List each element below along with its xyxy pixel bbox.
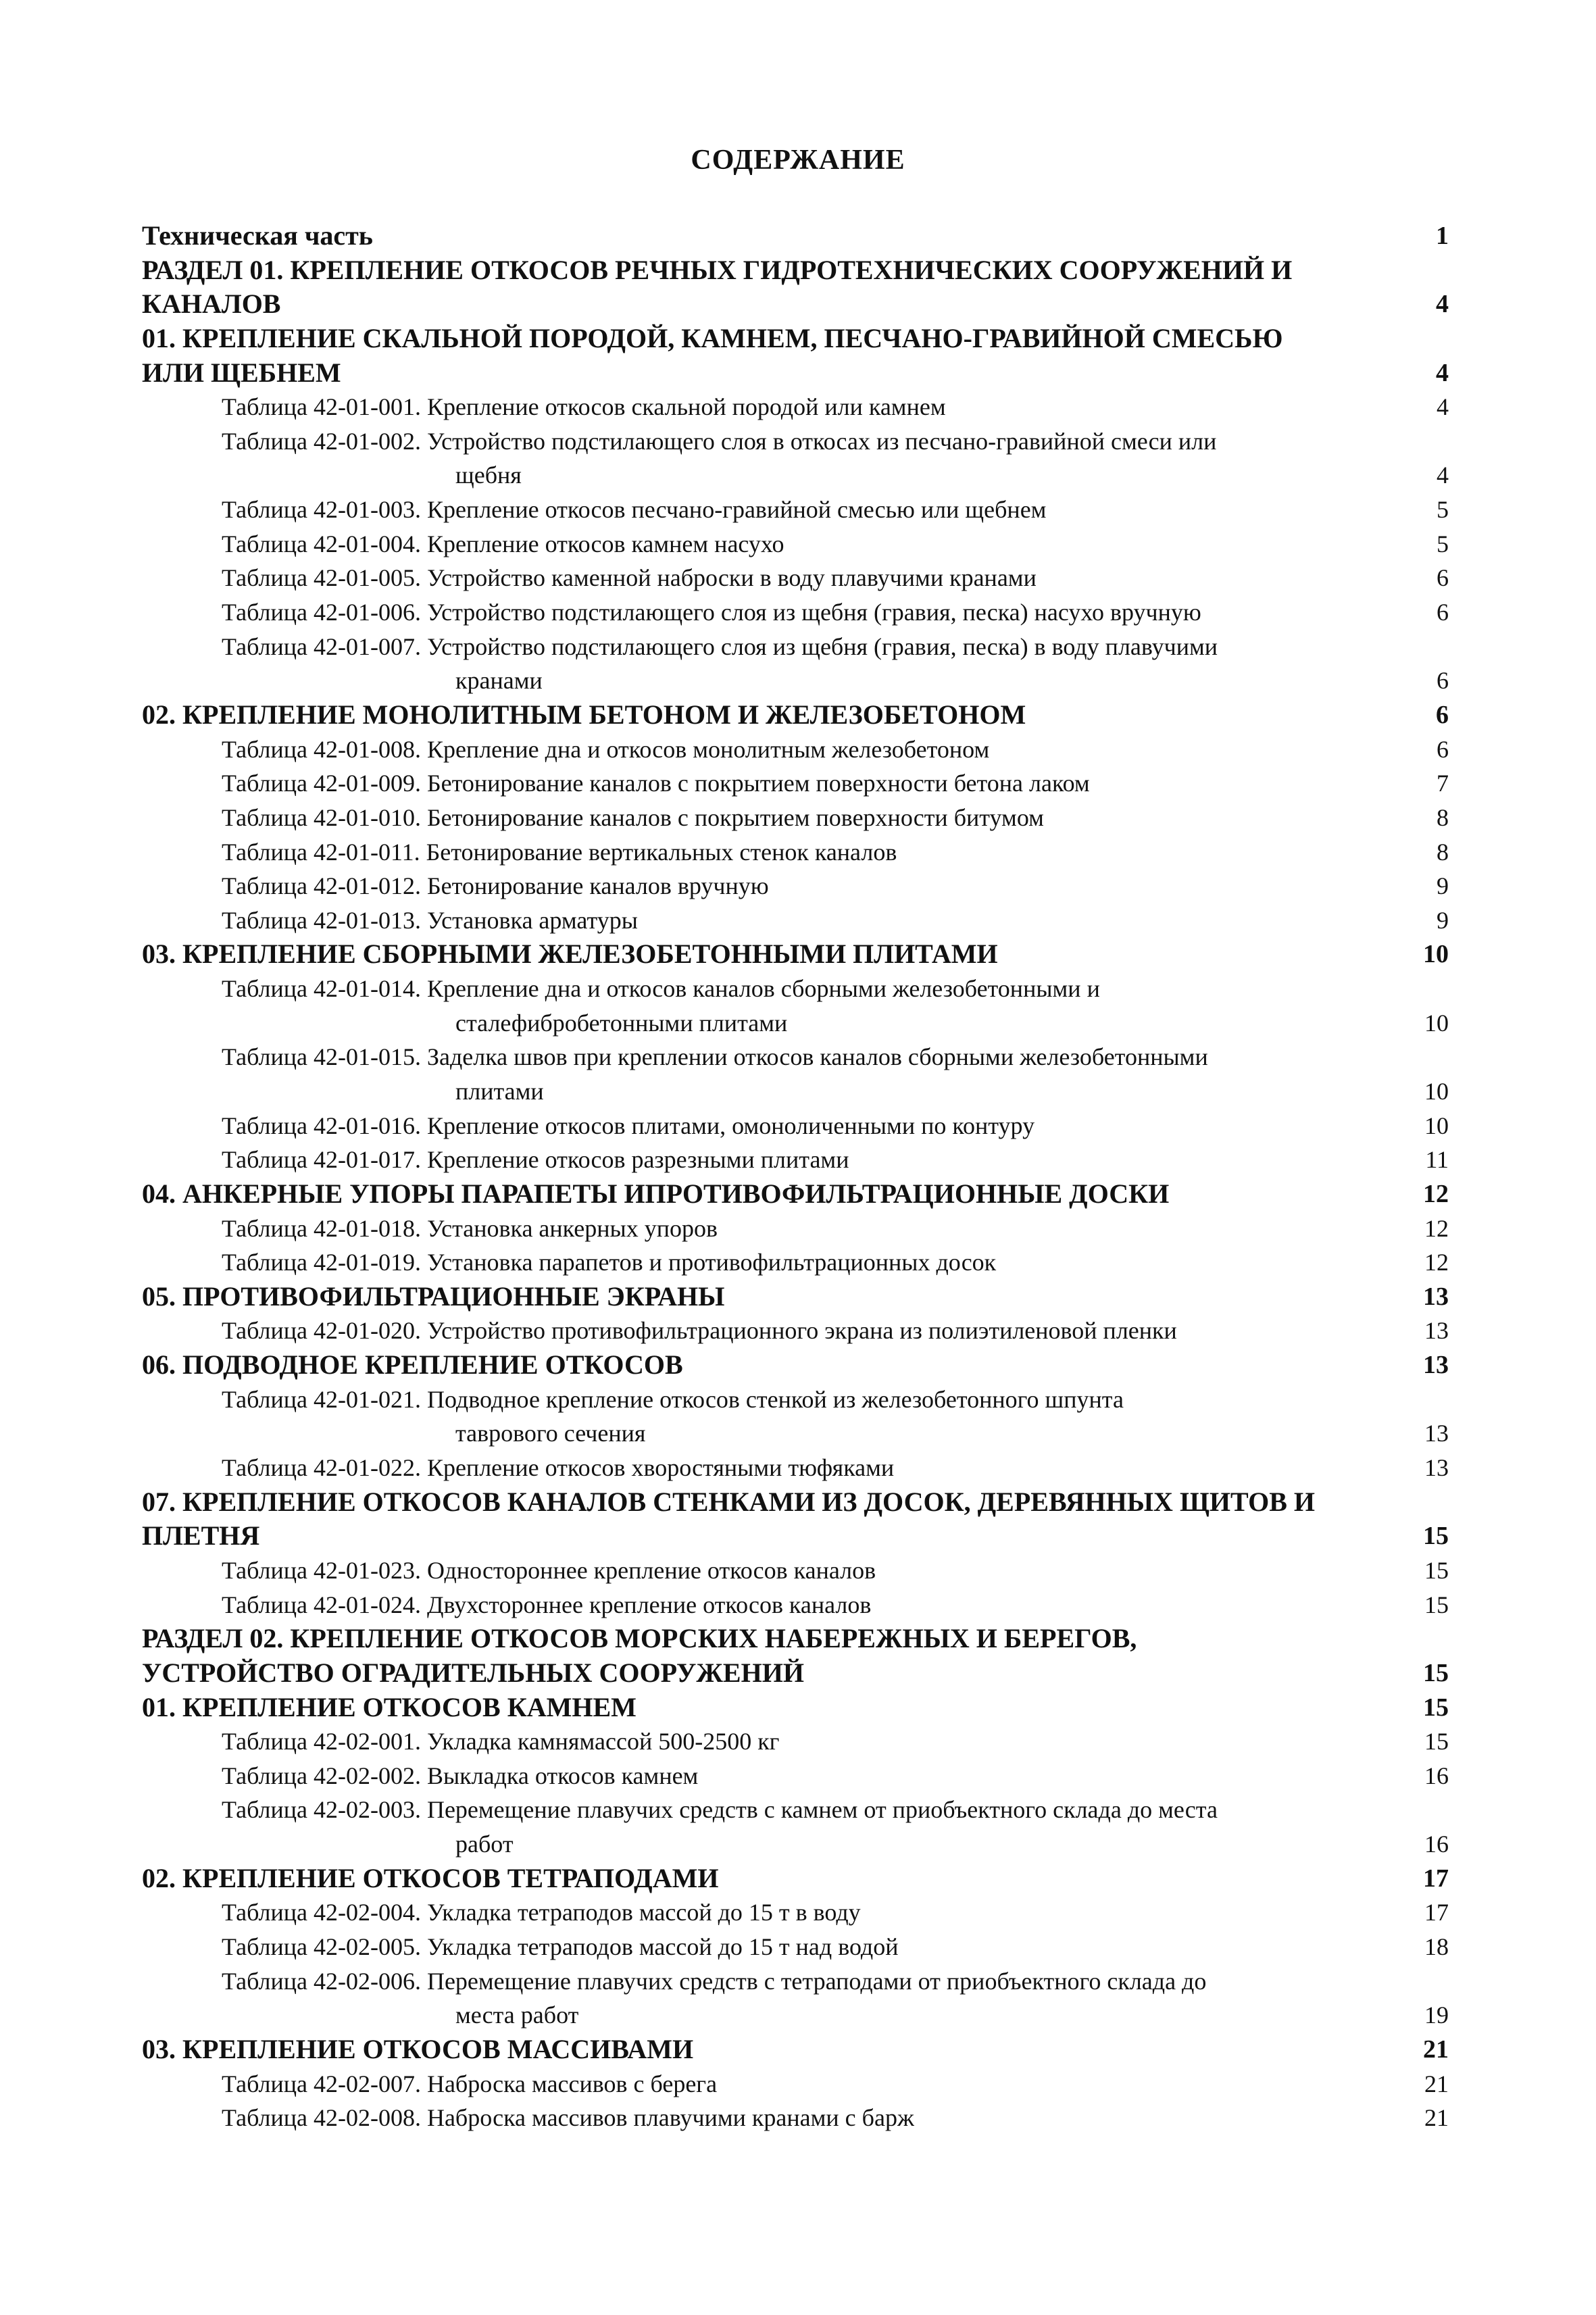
toc-entry-row bbox=[0, 561, 1596, 595]
toc-entry-row bbox=[0, 1930, 1596, 1964]
toc-entry-text: Таблица 42-02-004. Укладка тетраподов массой до 15 т в воду bbox=[222, 1899, 861, 1926]
toc-entry-text: Таблица 42-01-005. Устройство каменной наброски в воду плавучими кранами bbox=[222, 564, 1037, 591]
toc-entry-text: Таблица 42-01-016. Крепление откосов плитами, омоноличенными по контуру bbox=[222, 1112, 1035, 1139]
toc-entry-text: Таблица 42-01-012. Бетонирование каналов вручную bbox=[222, 872, 769, 899]
toc-page-number: 21 bbox=[1424, 2104, 1449, 2131]
toc-heading-text: 01. КРЕПЛЕНИЕ ОТКОСОВ КАМНЕМ bbox=[142, 1692, 637, 1722]
toc-entry-text: Таблица 42-01-008. Крепление дна и откосов монолитным железобетоном bbox=[222, 736, 990, 763]
toc-heading-row bbox=[0, 1862, 1596, 1895]
toc-entry-text: Таблица 42-01-014. Крепление дна и откосов каналов сборными железобетонными и bbox=[222, 975, 1100, 1002]
toc-heading-text: ИЛИ ЩЕБНЕМ bbox=[142, 357, 341, 388]
toc-entry-text: Таблица 42-02-003. Перемещение плавучих средств с камнем от приобъектного склада до места bbox=[222, 1796, 1218, 1823]
toc-heading-text: 07. КРЕПЛЕНИЕ ОТКОСОВ КАНАЛОВ СТЕНКАМИ ИЗ ДОСОК, ДЕРЕВЯННЫХ ЩИТОВ И bbox=[142, 1487, 1316, 1517]
toc-page-number: 13 bbox=[1424, 1420, 1449, 1447]
toc-entry-text: Таблица 42-01-017. Крепление откосов разрезными плитами bbox=[222, 1146, 849, 1173]
toc-page-number: 13 bbox=[1424, 1454, 1449, 1481]
toc-entry-text: Таблица 42-02-005. Укладка тетраподов массой до 15 т над водой bbox=[222, 1933, 899, 1960]
toc-page-number: 17 bbox=[1424, 1899, 1449, 1926]
toc-heading-text: 02. КРЕПЛЕНИЕ МОНОЛИТНЫМ БЕТОНОМ И ЖЕЛЕЗОБЕТОНОМ bbox=[142, 699, 1026, 730]
toc-heading-text: 03. КРЕПЛЕНИЕ ОТКОСОВ МАССИВАМИ bbox=[142, 2034, 694, 2064]
toc-entry-row bbox=[0, 630, 1596, 664]
toc-entry-text: работ bbox=[455, 1831, 514, 1858]
toc-entry-row bbox=[0, 903, 1596, 937]
toc-heading-row bbox=[0, 356, 1596, 390]
toc-heading-row bbox=[0, 1177, 1596, 1211]
toc-heading-row bbox=[0, 1691, 1596, 1724]
toc-page-number: 6 bbox=[1436, 701, 1449, 729]
toc-page-number: 15 bbox=[1424, 1557, 1449, 1584]
toc-entry-row bbox=[0, 1588, 1596, 1622]
toc-page-number: 12 bbox=[1423, 1180, 1449, 1208]
toc-page-number: 10 bbox=[1424, 1010, 1449, 1037]
toc-heading-row bbox=[0, 322, 1596, 355]
toc-heading-text: КАНАЛОВ bbox=[142, 289, 281, 319]
toc-entry-text: Таблица 42-01-009. Бетонирование каналов с покрытием поверхности бетона лаком bbox=[222, 770, 1090, 797]
toc-entry-row bbox=[0, 595, 1596, 629]
toc-page-number: 10 bbox=[1424, 1112, 1449, 1139]
toc-page-number: 15 bbox=[1424, 1591, 1449, 1618]
toc-entry-row bbox=[0, 1245, 1596, 1279]
toc-entry-row bbox=[0, 1827, 1596, 1861]
toc-page-number: 18 bbox=[1424, 1933, 1449, 1960]
toc-entry-row bbox=[0, 835, 1596, 869]
toc-heading-text: 03. КРЕПЛЕНИЕ СБОРНЫМИ ЖЕЛЕЗОБЕТОННЫМИ ПЛИТАМИ bbox=[142, 939, 998, 969]
toc-entry-row bbox=[0, 732, 1596, 766]
toc-heading-row bbox=[0, 1519, 1596, 1553]
toc-page-number: 15 bbox=[1423, 1693, 1449, 1722]
toc-entry-text: Таблица 42-01-023. Одностороннее крепление откосов каналов bbox=[222, 1557, 876, 1584]
toc-page-number: 16 bbox=[1424, 1762, 1449, 1789]
toc-heading-row bbox=[0, 698, 1596, 732]
toc-page-number: 6 bbox=[1437, 736, 1449, 763]
toc-page-number: 5 bbox=[1437, 496, 1449, 523]
toc-heading-row bbox=[0, 1622, 1596, 1656]
toc-heading-row bbox=[0, 1348, 1596, 1382]
toc-page-number: 12 bbox=[1424, 1249, 1449, 1276]
toc-heading-row bbox=[0, 1656, 1596, 1690]
toc-entry-row bbox=[0, 2101, 1596, 2135]
toc-entry-text: Таблица 42-02-006. Перемещение плавучих средств с тетраподами от приобъектного склада до bbox=[222, 1968, 1207, 1995]
toc-page-number: 11 bbox=[1425, 1146, 1449, 1173]
toc-page-number: 6 bbox=[1437, 599, 1449, 626]
toc-entry-row bbox=[0, 1314, 1596, 1347]
toc-entry-row bbox=[0, 1759, 1596, 1793]
toc-entry-text: Таблица 42-01-006. Устройство подстилающего слоя из щебня (гравия, песка) насухо вручную bbox=[222, 599, 1201, 626]
toc-page-number: 21 bbox=[1424, 2070, 1449, 2097]
toc-page-number: 10 bbox=[1424, 1078, 1449, 1105]
toc-page-number: 16 bbox=[1424, 1831, 1449, 1858]
toc-entry-text: кранами bbox=[455, 667, 543, 694]
toc-heading-text: 05. ПРОТИВОФИЛЬТРАЦИОННЫЕ ЭКРАНЫ bbox=[142, 1281, 725, 1312]
toc-heading-text: Техническая часть bbox=[142, 220, 373, 251]
toc-page-number: 15 bbox=[1424, 1728, 1449, 1755]
toc-entry-row bbox=[0, 1006, 1596, 1040]
toc-heading-text: УСТРОЙСТВО ОГРАДИТЕЛЬНЫХ СООРУЖЕНИЙ bbox=[142, 1658, 804, 1688]
toc-page-number: 8 bbox=[1437, 804, 1449, 831]
toc-entry-row bbox=[0, 1793, 1596, 1826]
toc-heading-text: РАЗДЕЛ 01. КРЕПЛЕНИЕ ОТКОСОВ РЕЧНЫХ ГИДРОТЕХНИЧЕСКИХ СООРУЖЕНИЙ И bbox=[142, 255, 1293, 285]
toc-entry-row bbox=[0, 1212, 1596, 1245]
toc-entry-row bbox=[0, 869, 1596, 903]
toc-entry-text: Таблица 42-01-001. Крепление откосов скальной породой или камнем bbox=[222, 393, 946, 420]
toc-page-number: 17 bbox=[1423, 1864, 1449, 1893]
toc-heading-row bbox=[0, 287, 1596, 321]
toc-heading-row bbox=[0, 219, 1596, 253]
toc-entry-text: Таблица 42-01-015. Заделка швов при креплении откосов каналов сборными железобетонными bbox=[222, 1043, 1208, 1070]
toc-page-number: 4 bbox=[1437, 462, 1449, 489]
toc-entry-row bbox=[0, 390, 1596, 424]
toc-entry-row bbox=[0, 1074, 1596, 1108]
toc-entry-row bbox=[0, 493, 1596, 526]
toc-entry-text: Таблица 42-02-007. Наброска массивов с берега bbox=[222, 2070, 718, 2097]
toc-entry-row bbox=[0, 1109, 1596, 1143]
page-title: СОДЕРЖАНИЕ bbox=[691, 145, 905, 176]
toc-page-number: 15 bbox=[1423, 1522, 1449, 1550]
toc-page-number: 7 bbox=[1437, 770, 1449, 797]
toc-page-number: 6 bbox=[1437, 564, 1449, 591]
toc-entry-text: Таблица 42-01-024. Двухстороннее крепление откосов каналов bbox=[222, 1591, 872, 1618]
toc-page-number: 1 bbox=[1436, 222, 1449, 250]
toc-entry-row bbox=[0, 1383, 1596, 1416]
toc-heading-text: 06. ПОДВОДНОЕ КРЕПЛЕНИЕ ОТКОСОВ bbox=[142, 1349, 683, 1380]
toc-entry-row bbox=[0, 1895, 1596, 1929]
toc-entry-row bbox=[0, 424, 1596, 458]
toc-heading-row bbox=[0, 1280, 1596, 1314]
toc-entry-row bbox=[0, 1143, 1596, 1176]
toc-entry-row bbox=[0, 2067, 1596, 2101]
toc-entry-row bbox=[0, 527, 1596, 561]
toc-heading-row bbox=[0, 1485, 1596, 1519]
toc-page-number: 19 bbox=[1424, 2001, 1449, 2028]
toc-entry-text: Таблица 42-01-003. Крепление откосов песчано-гравийной смесью или щебнем bbox=[222, 496, 1047, 523]
toc-page-number: 15 bbox=[1423, 1659, 1449, 1687]
toc-entry-text: таврового сечения bbox=[455, 1420, 646, 1447]
toc-page-number: 9 bbox=[1437, 907, 1449, 934]
toc-page-number: 13 bbox=[1423, 1283, 1449, 1311]
toc-entry-text: Таблица 42-01-019. Установка парапетов и противофильтрационных досок bbox=[222, 1249, 997, 1276]
toc-entry-text: Таблица 42-01-020. Устройство противофильтрационного экрана из полиэтиленовой пленки bbox=[222, 1317, 1177, 1344]
toc-entry-row bbox=[0, 1964, 1596, 1998]
toc-heading-text: 02. КРЕПЛЕНИЕ ОТКОСОВ ТЕТРАПОДАМИ bbox=[142, 1863, 719, 1893]
toc-page-number: 5 bbox=[1437, 530, 1449, 557]
toc-entry-text: Таблица 42-02-001. Укладка камнямассой 500-2500 кг bbox=[222, 1728, 780, 1755]
toc-entry-row bbox=[0, 972, 1596, 1005]
toc-entry-row bbox=[0, 1553, 1596, 1587]
toc-heading-text: РАЗДЕЛ 02. КРЕПЛЕНИЕ ОТКОСОВ МОРСКИХ НАБЕРЕЖНЫХ И БЕРЕГОВ, bbox=[142, 1623, 1137, 1653]
toc-page-number: 13 bbox=[1423, 1351, 1449, 1379]
toc-entry-text: Таблица 42-01-002. Устройство подстилающего слоя в откосах из песчано-гравийной смеси или bbox=[222, 428, 1217, 455]
toc-page-number: 4 bbox=[1436, 290, 1449, 318]
toc-entry-text: Таблица 42-01-018. Установка анкерных упоров bbox=[222, 1215, 718, 1242]
toc-entry-row bbox=[0, 1998, 1596, 2032]
toc-page-number: 4 bbox=[1437, 393, 1449, 420]
toc-entry-text: Таблица 42-01-007. Устройство подстилающего слоя из щебня (гравия, песка) в воду плавучими bbox=[222, 633, 1218, 660]
toc-page-number: 12 bbox=[1424, 1215, 1449, 1242]
toc-entry-text: Таблица 42-01-010. Бетонирование каналов с покрытием поверхности битумом bbox=[222, 804, 1044, 831]
toc-entry-row bbox=[0, 1724, 1596, 1758]
toc-entry-text: Таблица 42-01-004. Крепление откосов камнем насухо bbox=[222, 530, 784, 557]
toc-page-number: 6 bbox=[1437, 667, 1449, 694]
toc-entry-text: Таблица 42-01-021. Подводное крепление откосов стенкой из железобетонного шпунта bbox=[222, 1386, 1124, 1413]
toc-entry-row bbox=[0, 766, 1596, 800]
toc-page-number: 10 bbox=[1423, 940, 1449, 968]
toc-heading-text: 04. АНКЕРНЫЕ УПОРЫ ПАРАПЕТЫ ИПРОТИВОФИЛЬТРАЦИОННЫЕ ДОСКИ bbox=[142, 1178, 1170, 1209]
toc-entry-text: плитами bbox=[455, 1078, 544, 1105]
toc-entry-row bbox=[0, 1416, 1596, 1450]
toc-page-number: 13 bbox=[1424, 1317, 1449, 1344]
toc-heading-text: ПЛЕТНЯ bbox=[142, 1520, 260, 1551]
toc-entry-row bbox=[0, 1040, 1596, 1074]
toc-entry-text: Таблица 42-02-002. Выкладка откосов камнем bbox=[222, 1762, 699, 1789]
toc-entry-row bbox=[0, 801, 1596, 835]
toc-entry-row bbox=[0, 1451, 1596, 1485]
toc-heading-row bbox=[0, 2033, 1596, 2066]
toc-entry-text: Таблица 42-02-008. Наброска массивов плавучими кранами с барж bbox=[222, 2104, 914, 2131]
toc-heading-row bbox=[0, 937, 1596, 971]
toc-page-number: 21 bbox=[1423, 2035, 1449, 2064]
toc-entry-text: Таблица 42-01-011. Бетонирование вертикальных стенок каналов bbox=[222, 839, 897, 866]
toc-entry-text: сталефибробетонными плитами bbox=[455, 1010, 788, 1037]
toc-entry-text: места работ bbox=[455, 2001, 579, 2028]
toc-entry-row bbox=[0, 458, 1596, 492]
toc-page-number: 8 bbox=[1437, 839, 1449, 866]
toc-page-number: 4 bbox=[1436, 359, 1449, 387]
toc-page-number: 9 bbox=[1437, 872, 1449, 899]
toc-entry-text: Таблица 42-01-022. Крепление откосов хворостяными тюфяками bbox=[222, 1454, 895, 1481]
toc-entry-text: щебня bbox=[455, 462, 522, 489]
toc-heading-text: 01. КРЕПЛЕНИЕ СКАЛЬНОЙ ПОРОДОЙ, КАМНЕМ, ПЕСЧАНО-ГРАВИЙНОЙ СМЕСЬЮ bbox=[142, 323, 1283, 353]
toc-entry-text: Таблица 42-01-013. Установка арматуры bbox=[222, 907, 638, 934]
toc-heading-row bbox=[0, 253, 1596, 287]
toc-entry-row bbox=[0, 664, 1596, 697]
